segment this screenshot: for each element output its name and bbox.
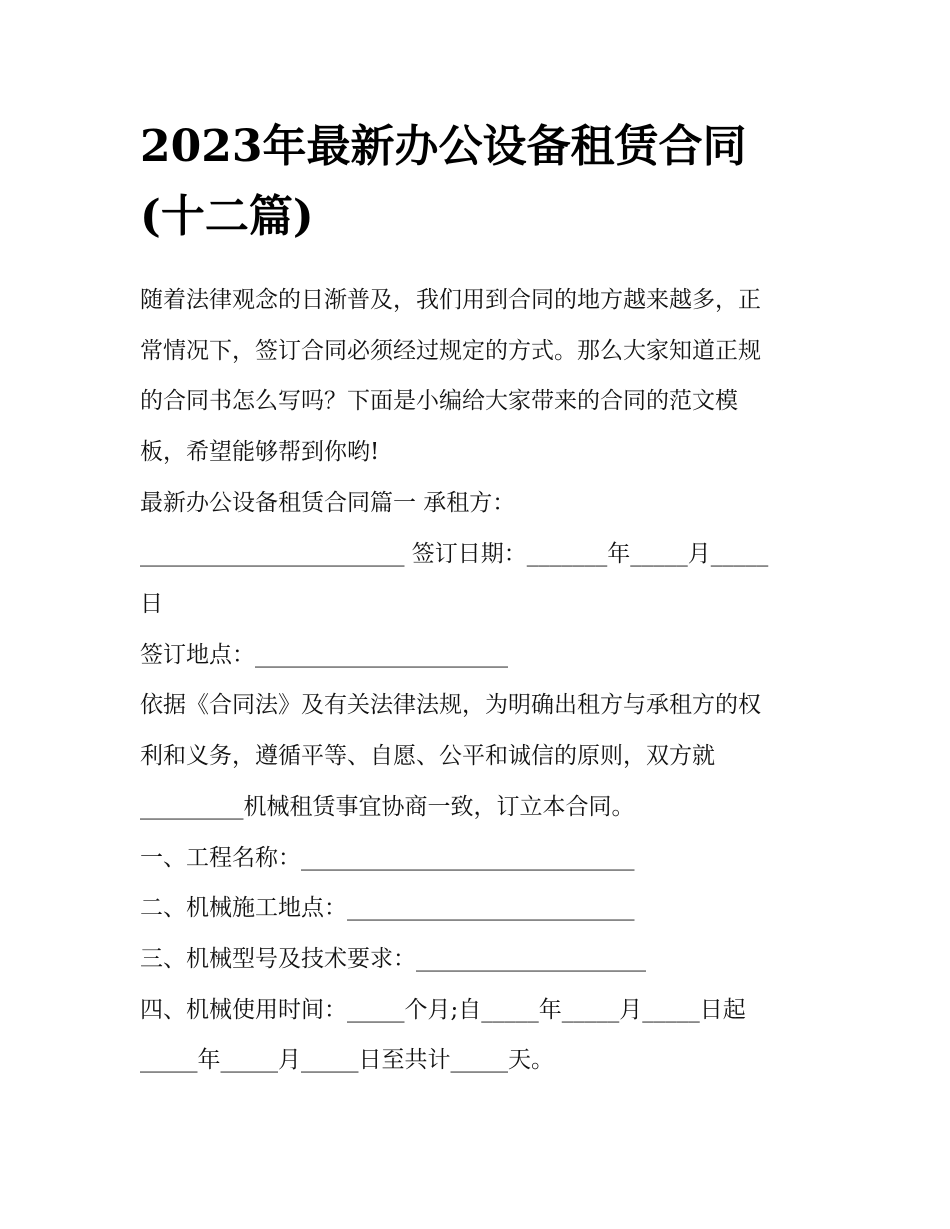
document-title xyxy=(140,112,820,252)
title-line-2: (十二篇) xyxy=(140,191,314,242)
basis-line-2: 利和义务，遵循平等、自愿、公平和诚信的原则，双方就 xyxy=(140,743,715,769)
section-heading: 最新办公设备租赁合同篇一 承租方： xyxy=(140,490,516,516)
clause-4-continued: _____年_____月_____日至共计_____天。 xyxy=(140,1047,554,1073)
clause-3: 三、机械型号及技术要求：____________________ xyxy=(140,946,646,972)
sign-date-line: _______________________ 签订日期：_______年_____月_____ xyxy=(140,541,769,567)
basis-line-1: 依据《合同法》及有关法律法规，为明确出租方与承租方的权 xyxy=(140,692,761,718)
sign-place-line: 签订地点：______________________ xyxy=(140,642,508,668)
clause-4: 四、机械使用时间：_____个月;自_____年_____月_____日起 xyxy=(140,997,746,1023)
basis-line-3: _________机械租赁事宜协商一致，订立本合同。 xyxy=(140,794,635,820)
clause-2: 二、机械施工地点：_________________________ xyxy=(140,895,635,921)
sign-date-day: 日 xyxy=(140,591,163,617)
clause-1: 一、工程名称：_____________________________ xyxy=(140,845,635,871)
intro-line-4: 板，希望能够帮到你哟! xyxy=(140,439,380,465)
intro-line-2: 常情况下，签订合同必须经过规定的方式。那么大家知道正规 xyxy=(140,338,761,364)
title-line-1: 2023年最新办公设备租赁合同 xyxy=(140,121,747,172)
intro-line-3: 的合同书怎么写吗？下面是小编给大家带来的合同的范文模 xyxy=(140,388,738,414)
intro-line-1: 随着法律观念的日渐普及，我们用到合同的地方越来越多，正 xyxy=(140,287,761,313)
